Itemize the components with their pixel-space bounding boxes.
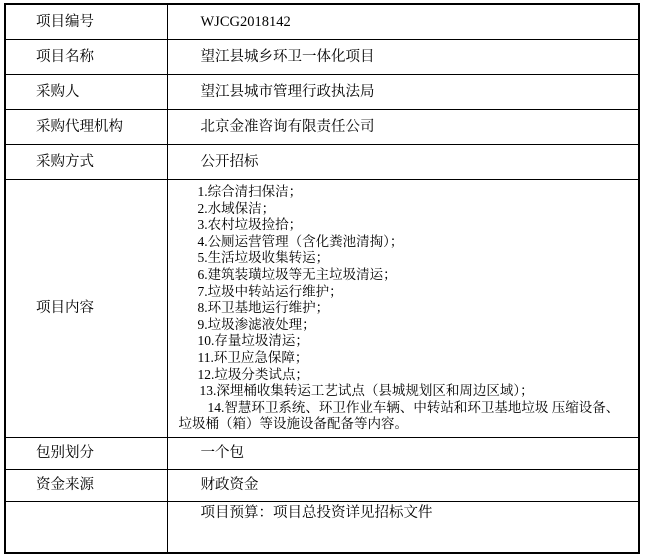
content-line: 7.垃圾中转站运行维护； — [197, 283, 343, 299]
field-label: 采购代理机构 — [5, 110, 167, 145]
field-label: 资金来源 — [5, 469, 167, 501]
table-row-partial-clipped — [5, 501, 639, 553]
table-row-purchaser — [5, 75, 639, 110]
table-row-project-name — [5, 40, 639, 75]
project-content-cell — [167, 180, 639, 438]
content-line: 1.综合清扫保洁； — [197, 184, 303, 199]
field-value: 望江县城乡环卫一体化项目 — [167, 40, 639, 75]
field-value: 公开招标 — [167, 145, 639, 180]
project-info-table — [4, 3, 640, 554]
content-line: 2.水域保洁； — [197, 200, 276, 216]
content-line: 垃圾桶（箱）等设施设备配备等内容。 — [178, 416, 408, 432]
field-label: 项目名称 — [5, 40, 167, 75]
field-label: 项目编号 — [5, 4, 167, 40]
table-row-project-content — [5, 180, 639, 438]
field-label: 采购方式 — [5, 145, 167, 180]
table-row-project-number — [5, 4, 639, 40]
content-line: 5.生活垃圾收集转运； — [197, 250, 330, 266]
field-value: 望江县城市管理行政执法局 — [167, 75, 639, 110]
field-value-clipped: 项目预算：项目总投资详见招标文件 — [167, 501, 639, 553]
table-row-package-division — [5, 437, 639, 469]
field-value: WJCG2018142 — [167, 4, 639, 40]
field-value: 财政资金 — [167, 469, 639, 501]
content-line: 11.环卫应急保障； — [197, 349, 309, 365]
content-line: 14.智慧环卫系统、环卫作业车辆、中转站和环卫基地垃圾 压缩设备、 — [207, 399, 620, 415]
field-value: 北京金准咨询有限责任公司 — [167, 110, 639, 145]
field-value: 一个包 — [167, 437, 639, 469]
content-line: 13.深埋桶收集转运工艺试点（县城规划区和周边区域）； — [199, 383, 534, 399]
table-row-funding-source — [5, 469, 639, 501]
content-line: 3.农村垃圾捡拾； — [197, 217, 303, 233]
content-line: 12.垃圾分类试点； — [197, 366, 309, 382]
content-line: 6.建筑装璜垃圾等无主垃圾清运； — [197, 266, 397, 282]
field-label: 采购人 — [5, 75, 167, 110]
content-line: 4.公厕运营管理（含化粪池清掏）； — [197, 233, 404, 249]
field-label: 包别划分 — [5, 437, 167, 469]
field-label: 项目内容 — [5, 180, 167, 438]
content-line: 8.环卫基地运行维护； — [197, 300, 330, 316]
table-row-procurement-agency — [5, 110, 639, 145]
content-line: 9.垃圾渗滤液处理； — [197, 316, 316, 332]
field-label — [5, 501, 167, 553]
content-line: 10.存量垃圾清运； — [197, 333, 309, 349]
table-row-procurement-method — [5, 145, 639, 180]
